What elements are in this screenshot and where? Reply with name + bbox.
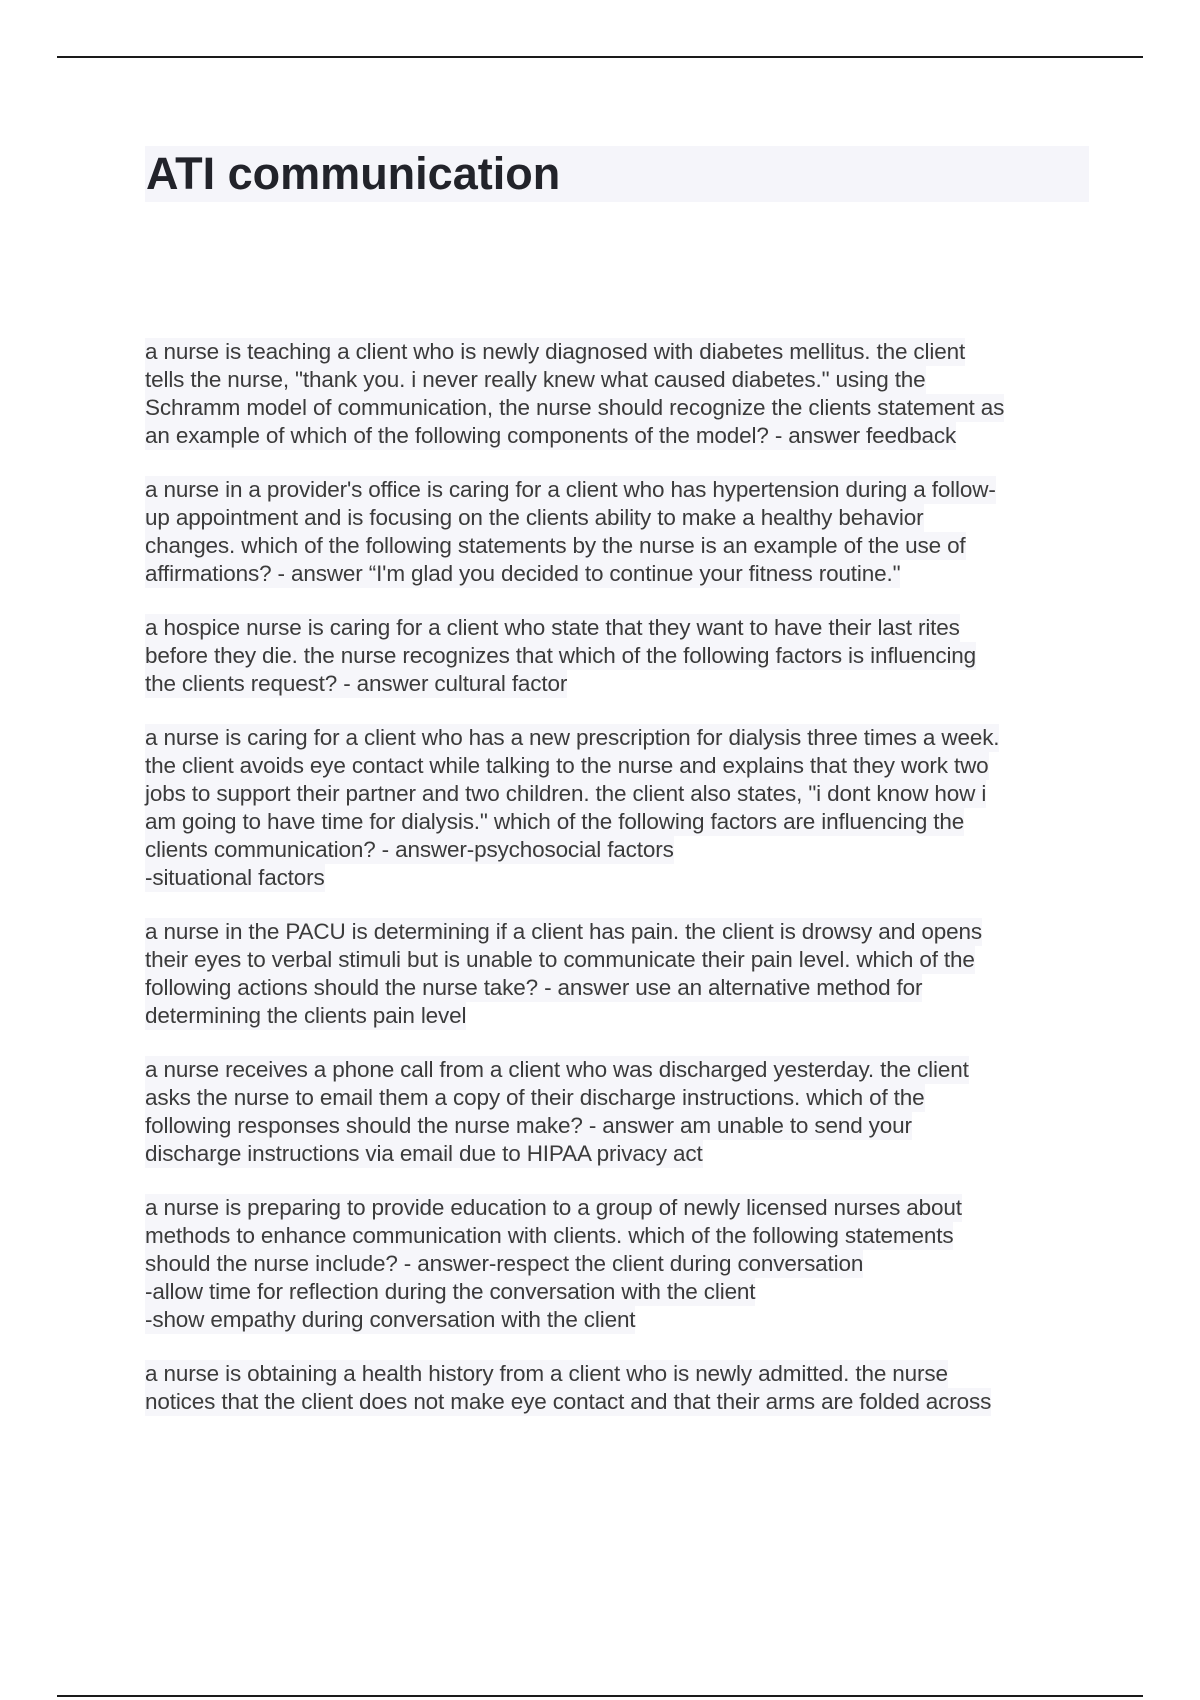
qa-list — [145, 338, 1095, 1442]
qa-line: a nurse receives a phone call from a client who was discharged yesterday. the client — [145, 1057, 969, 1082]
qa-item — [145, 724, 1095, 892]
qa-line: Schramm model of communication, the nurse should recognize the clients statement as — [145, 395, 1005, 420]
qa-line: their eyes to verbal stimuli but is unable to communicate their pain level. which of the — [145, 947, 975, 972]
qa-line: notices that the client does not make eye contact and that their arms are folded across — [145, 1389, 992, 1414]
qa-line: determining the clients pain level — [145, 1003, 467, 1028]
qa-line: an example of which of the following components of the model? - answer feedback — [145, 423, 957, 448]
qa-line: -situational factors — [145, 865, 325, 890]
qa-item — [145, 476, 1095, 588]
qa-item — [145, 1194, 1095, 1334]
qa-line: before they die. the nurse recognizes that which of the following factors is influencing — [145, 643, 977, 668]
qa-line: the clients request? - answer cultural factor — [145, 671, 568, 696]
qa-line: changes. which of the following statements by the nurse is an example of the use of — [145, 533, 966, 558]
qa-line: up appointment and is focusing on the clients ability to make a healthy behavior — [145, 505, 924, 530]
qa-line: a nurse is caring for a client who has a new prescription for dialysis three times a week. — [145, 725, 1000, 750]
qa-line: am going to have time for dialysis." which of the following factors are influencing the — [145, 809, 965, 834]
top-rule — [57, 56, 1143, 58]
qa-line: methods to enhance communication with clients. which of the following statements — [145, 1223, 954, 1248]
qa-line: should the nurse include? - answer-respect the client during conversation — [145, 1251, 864, 1276]
qa-line: a nurse in the PACU is determining if a client has pain. the client is drowsy and opens — [145, 919, 982, 944]
qa-item — [145, 918, 1095, 1030]
qa-line: -allow time for reflection during the conversation with the client — [145, 1279, 756, 1304]
qa-line: jobs to support their partner and two children. the client also states, "i dont know how i — [145, 781, 987, 806]
qa-line: discharge instructions via email due to HIPAA privacy act — [145, 1141, 703, 1166]
qa-line: -show empathy during conversation with the client — [145, 1307, 636, 1332]
qa-line: following actions should the nurse take? - answer use an alternative method for — [145, 975, 923, 1000]
qa-item — [145, 1056, 1095, 1168]
qa-line: a nurse is teaching a client who is newly diagnosed with diabetes mellitus. the client — [145, 339, 966, 364]
qa-item — [145, 338, 1095, 450]
qa-line: a hospice nurse is caring for a client who state that they want to have their last rites — [145, 615, 960, 640]
qa-line: following responses should the nurse make? - answer am unable to send your — [145, 1113, 912, 1138]
qa-item — [145, 1360, 1095, 1416]
qa-line: clients communication? - answer-psychosocial factors — [145, 837, 674, 862]
qa-line: affirmations? - answer “I'm glad you decided to continue your fitness routine." — [145, 561, 901, 586]
qa-line: a nurse is obtaining a health history from a client who is newly admitted. the nurse — [145, 1361, 948, 1386]
qa-line: a nurse is preparing to provide education to a group of newly licensed nurses about — [145, 1195, 962, 1220]
qa-item — [145, 614, 1095, 698]
qa-line: a nurse in a provider's office is caring for a client who has hypertension during a follow- — [145, 477, 996, 502]
qa-line: asks the nurse to email them a copy of their discharge instructions. which of the — [145, 1085, 925, 1110]
page-title: ATI communication — [146, 148, 561, 199]
qa-line: the client avoids eye contact while talking to the nurse and explains that they work two — [145, 753, 989, 778]
bottom-rule — [57, 1695, 1143, 1697]
qa-line: tells the nurse, "thank you. i never really knew what caused diabetes." using the — [145, 367, 926, 392]
